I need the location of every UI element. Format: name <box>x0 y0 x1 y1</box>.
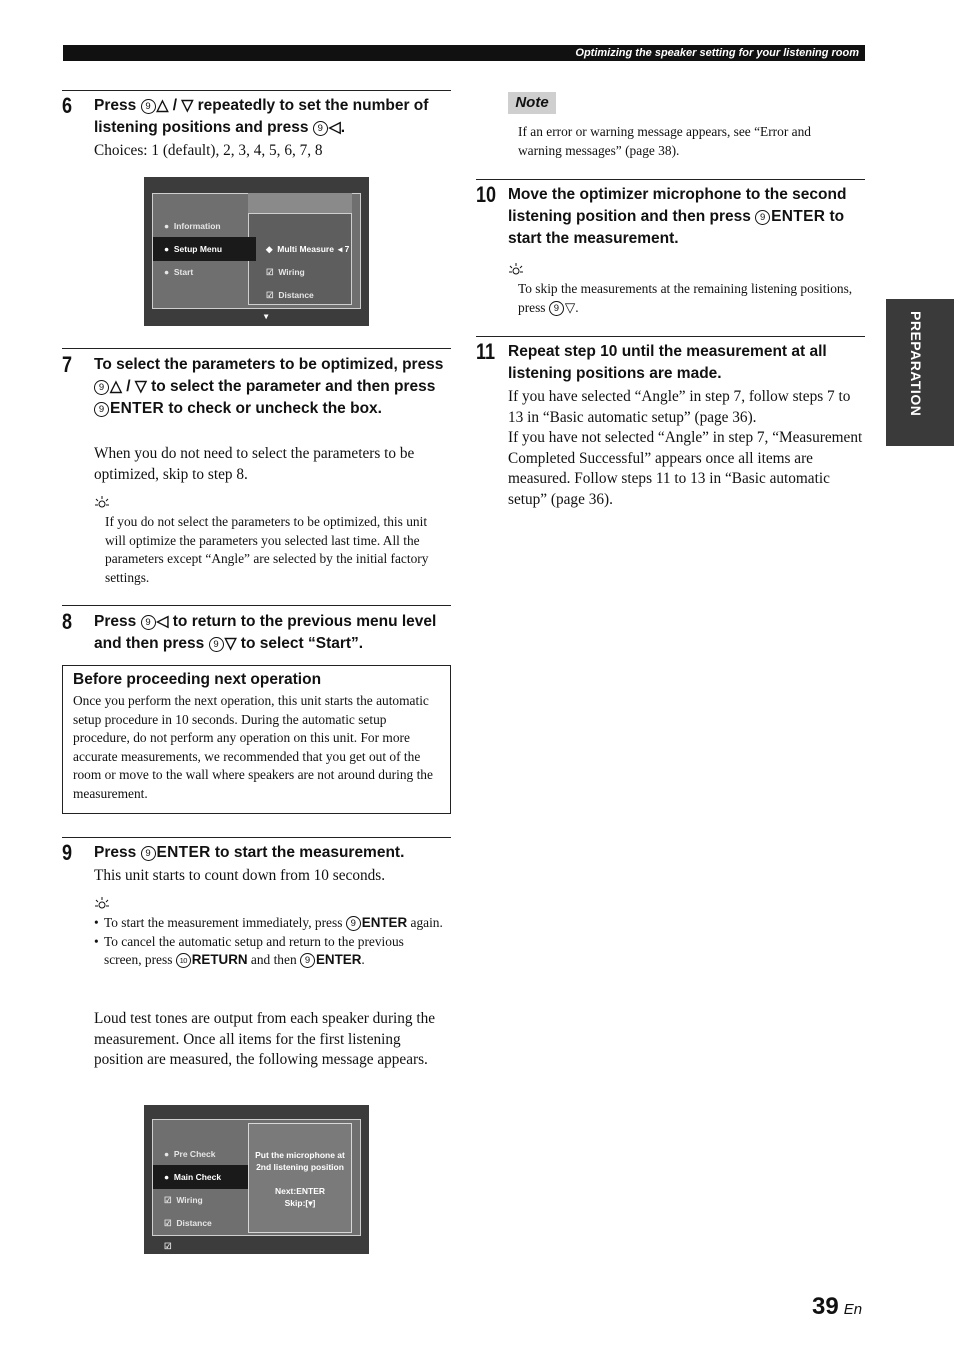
menu-item: ☑ Distance <box>164 1218 212 1228</box>
note-label: Note <box>508 92 556 114</box>
tip-text: To skip the measurements at the remaining listening positions, press 9 ▽. <box>518 281 853 315</box>
step-divider <box>62 348 451 349</box>
key-9-icon: 9 <box>141 846 156 861</box>
step-heading: Press 9 ENTER to start the measurement. <box>94 844 405 861</box>
section-side-tab: PREPARATION <box>886 299 954 446</box>
page-number: 39 En <box>812 1293 863 1320</box>
tip-lightbulb-icon <box>508 262 524 276</box>
step-heading: Press 9 ◁ to return to the previous menu level and then press 9 ▽ to select “Start”. <box>94 613 437 652</box>
step-number: 8 <box>62 609 73 634</box>
step-body: This unit starts to count down from 10 seconds. <box>94 867 386 884</box>
box-body: Once you perform the next operation, this unit starts the automatic setup procedure in 10 seconds. During the automatic setup procedure, do not perform any operation on this unit. For more accurate measurements, we recommended that you get out of the room or move to the wall where speakers are not around during the measurement. <box>73 693 433 801</box>
note-text: If an error or warning message appears, see “Error and warning messages” (page 38). <box>518 124 811 158</box>
step-body: Loud test tones are output from each speaker during the measurement. Once all items for the first listening position are measured, the following message appears. <box>94 1010 436 1068</box>
menu-item: ☑ Wiring <box>164 1195 203 1205</box>
osd-screen-setup-menu <box>144 177 369 326</box>
step-divider <box>62 837 451 838</box>
step-number: 11 <box>476 339 496 364</box>
key-9-icon: 9 <box>549 301 564 316</box>
key-9-icon: 9 <box>313 121 328 136</box>
menu-item-selected: ● Setup Menu <box>164 244 223 254</box>
step-divider <box>62 605 451 606</box>
step-body: If you have selected “Angle” in step 7, follow steps 7 to 13 in “Basic automatic setup” (page 36). <box>508 388 851 426</box>
tip-lightbulb-icon <box>94 495 110 509</box>
step-body: When you do not need to select the parameters to be optimized, skip to step 8. <box>94 445 415 483</box>
tip-list <box>94 914 444 970</box>
key-9-icon: 9 <box>209 637 224 652</box>
menu-item: ● Information <box>164 221 221 231</box>
step-heading: To select the parameters to be optimized, press 9 △ / ▽ to select the parameter and then press 9 ENTER to check or uncheck the box. <box>94 356 444 417</box>
menu-item: ● Start <box>164 267 194 277</box>
menu-item-selected: ● Main Check <box>164 1172 222 1182</box>
step-number: 10 <box>476 182 497 207</box>
key-9-icon: 9 <box>141 99 156 114</box>
step-divider <box>476 336 865 337</box>
submenu-item: ☑ Distance <box>266 290 314 300</box>
step-heading: Repeat step 10 until the measurement at all listening positions are made. <box>508 343 827 382</box>
key-9-icon: 9 <box>141 615 156 630</box>
key-9-icon: 9 <box>346 916 361 931</box>
submenu-item: ☑ Wiring <box>266 267 305 277</box>
menu-item: ● Pre Check <box>164 1149 216 1159</box>
step-body: If you have not selected “Angle” in step 7, “Measurement Completed Successful” appears once all items are measured. Follow steps 11 to 13 in “Basic automatic setup” (page 36). <box>508 429 863 508</box>
scroll-down-icon: ▾ <box>264 311 269 321</box>
step-heading: Press 9 △ / ▽ repeatedly to set the number of listening positions and press 9 ◁. <box>94 97 429 136</box>
key-9-icon: 9 <box>300 953 315 968</box>
tip-lightbulb-icon <box>94 896 110 910</box>
caution-box <box>62 665 451 814</box>
key-9-icon: 9 <box>94 402 109 417</box>
key-10-icon: 10 <box>176 953 191 968</box>
checkbox-icon: ☑ <box>164 1241 172 1251</box>
message-text: Put the microphone at 2nd listening position Next:ENTER Skip:[▾] <box>255 1150 345 1208</box>
box-title: Before proceeding next operation <box>73 671 322 688</box>
step-number: 6 <box>62 93 73 118</box>
tip-text: If you do not select the parameters to be optimized, this unit will optimize the parameters you selected last time. All the parameters except “Angle” are selected by the initial factory settings. <box>105 514 429 585</box>
running-header: Optimizing the speaker setting for your listening room <box>63 45 865 61</box>
step-body: Choices: 1 (default), 2, 3, 4, 5, 6, 7, 8 <box>94 142 323 159</box>
step-heading: Move the optimizer microphone to the second listening position and then press 9 ENTER to start the measurement. <box>508 186 847 247</box>
key-9-icon: 9 <box>94 380 109 395</box>
step-divider <box>62 90 451 91</box>
osd-screen-measurement <box>144 1105 369 1254</box>
submenu-item-selected: ◆ Multi Measure <box>266 244 334 254</box>
step-number: 9 <box>62 840 73 865</box>
tip-item: • To cancel the automatic setup and return to the previous screen, press 10 RETURN and then 9 ENTER. <box>94 933 444 970</box>
tip-item: • To start the measurement immediately, press 9 ENTER again. <box>94 914 444 933</box>
step-number: 7 <box>62 352 73 377</box>
step-divider <box>476 179 865 180</box>
key-9-icon: 9 <box>755 210 770 225</box>
value-arrows: ◂ 7 <box>338 244 350 254</box>
